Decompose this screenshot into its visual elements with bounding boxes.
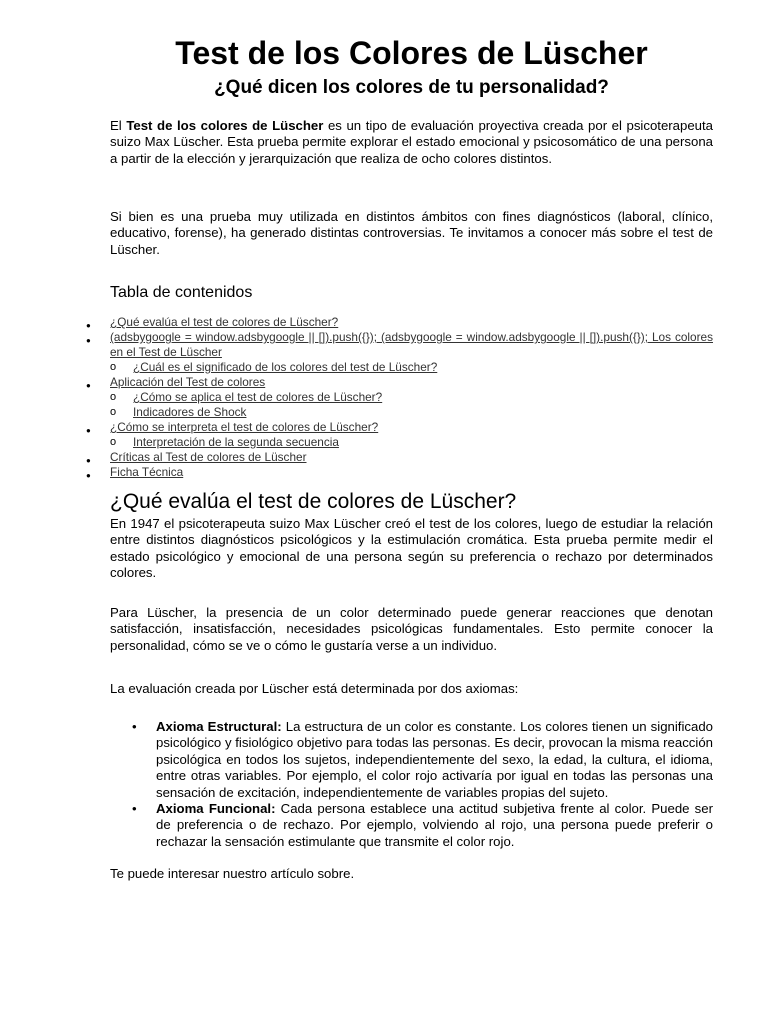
bullet-icon: ●: [86, 321, 91, 330]
circle-bullet-icon: o: [110, 391, 117, 403]
toc-item: [0, 420, 713, 435]
toc-item: [0, 315, 713, 330]
axiom-name: Axioma Funcional:: [156, 801, 276, 817]
toc-item: [0, 465, 713, 480]
bullet-icon: ●: [86, 426, 91, 435]
bullet-icon: ●: [86, 336, 91, 345]
section-heading: ¿Qué evalúa el test de colores de Lüscher?: [110, 490, 517, 513]
circle-bullet-icon: o: [110, 361, 117, 373]
axiom-item: [0, 801, 713, 850]
second-paragraph: Si bien es una prueba muy utilizada en distintos ámbitos con fines diagnósticos (laboral, clínico, educativo, forense), ha generado distintas controversias. Te invitamos a conocer más sobre el test de Lüscher.: [110, 209, 713, 257]
circle-bullet-icon: o: [110, 436, 117, 448]
bullet-icon: ●: [86, 381, 91, 390]
page-title: Test de los Colores de Lüscher: [175, 35, 648, 71]
bullet-icon: ●: [86, 471, 91, 480]
circle-bullet-icon: o: [110, 406, 117, 418]
bullet-icon: •: [132, 719, 137, 734]
intro-rest: es un tipo de evaluación proyectiva creada por el psicoterapeuta suizo Max Lüscher. Esta prueba permite explorar el estado emocional y psicosomático de una persona a partir de la elección y jerarquización que realiza de ocho colores distintos.: [110, 118, 714, 166]
intro-paragraph: [110, 118, 713, 167]
closing-paragraph: Te puede interesar nuestro artículo sobre.: [110, 866, 355, 881]
toc-link[interactable]: Aplicación del Test de colores: [110, 375, 266, 389]
toc-item: [0, 435, 713, 450]
toc-item: [0, 405, 713, 420]
page-subtitle: ¿Qué dicen los colores de tu personalidad?: [214, 77, 609, 98]
toc-link[interactable]: Ficha Técnica: [110, 465, 184, 479]
toc-link[interactable]: Interpretación de la segunda secuencia: [133, 435, 339, 449]
toc-link[interactable]: ¿Cuál es el significado de los colores del test de Lüscher?: [133, 360, 438, 374]
axiom-text: Cada persona establece una actitud subjetiva frente al color. Puede ser de preferencia o de rechazo. Por ejemplo, volviendo al rojo, una persona puede preferir o rechazar la sensación estimulante que transmite el color rojo.: [156, 801, 714, 849]
axiom-list: [0, 719, 768, 850]
table-of-contents: [0, 315, 768, 480]
bullet-icon: ●: [86, 456, 91, 465]
intro-prefix: El: [110, 118, 127, 133]
axiom-text: La estructura de un color es constante. Los colores tienen un significado psicológico y fisiológico objetivo para todas las personas. Es decir, provocan la misma reacción psicológica en todos los sujetos, independientemente del sexo, la edad, la cultura, el idioma, entre otras variables. Por ejemplo, el color rojo activaría por igual en todas las personas una sensación de excitación, independientemente de variables propias del sujeto.: [156, 719, 713, 800]
toc-item: [0, 450, 713, 465]
toc-item: [0, 390, 713, 405]
toc-item: [0, 360, 713, 375]
toc-link[interactable]: (adsbygoogle = window.adsbygoogle || []).push({}); (adsbygoogle = window.adsbygoogle || []).push({}); Los colores en el Test de Lüscher: [110, 330, 713, 359]
axiom-name: Axioma Estructural:: [156, 719, 282, 734]
bullet-icon: •: [132, 801, 137, 817]
toc-link[interactable]: ¿Qué evalúa el test de colores de Lüscher?: [110, 315, 339, 329]
section-paragraph-3: La evaluación creada por Lüscher está determinada por dos axiomas:: [110, 681, 519, 696]
toc-link[interactable]: Críticas al Test de colores de Lüscher: [110, 450, 307, 464]
toc-link[interactable]: Indicadores de Shock: [133, 405, 247, 419]
intro-bold: Test de los colores de Lüscher: [126, 118, 324, 133]
section-paragraph-2: Para Lüscher, la presencia de un color determinado puede generar reacciones que denotan satisfacción, insatisfacción, necesidades psicológicas fundamentales. Esto permite conocer la personalidad, cómo se ve o cómo le gustaría verse a un individuo.: [110, 605, 713, 653]
toc-item: [0, 330, 713, 360]
toc-link[interactable]: ¿Cómo se interpreta el test de colores de Lüscher?: [110, 420, 379, 434]
axiom-item: [0, 719, 713, 801]
toc-title: Tabla de contenidos: [110, 284, 253, 301]
section-paragraph-1: En 1947 el psicoterapeuta suizo Max Lüscher creó el test de los colores, luego de estudiar la relación entre distintos diagnósticos psicológicos y la estimulación cromática. Esta prueba permite medir el estado psicológico y emocional de una persona según su preferencia o rechazo por determinados colores.: [110, 516, 713, 581]
toc-link[interactable]: ¿Cómo se aplica el test de colores de Lüscher?: [133, 390, 383, 404]
toc-item: [0, 375, 713, 390]
